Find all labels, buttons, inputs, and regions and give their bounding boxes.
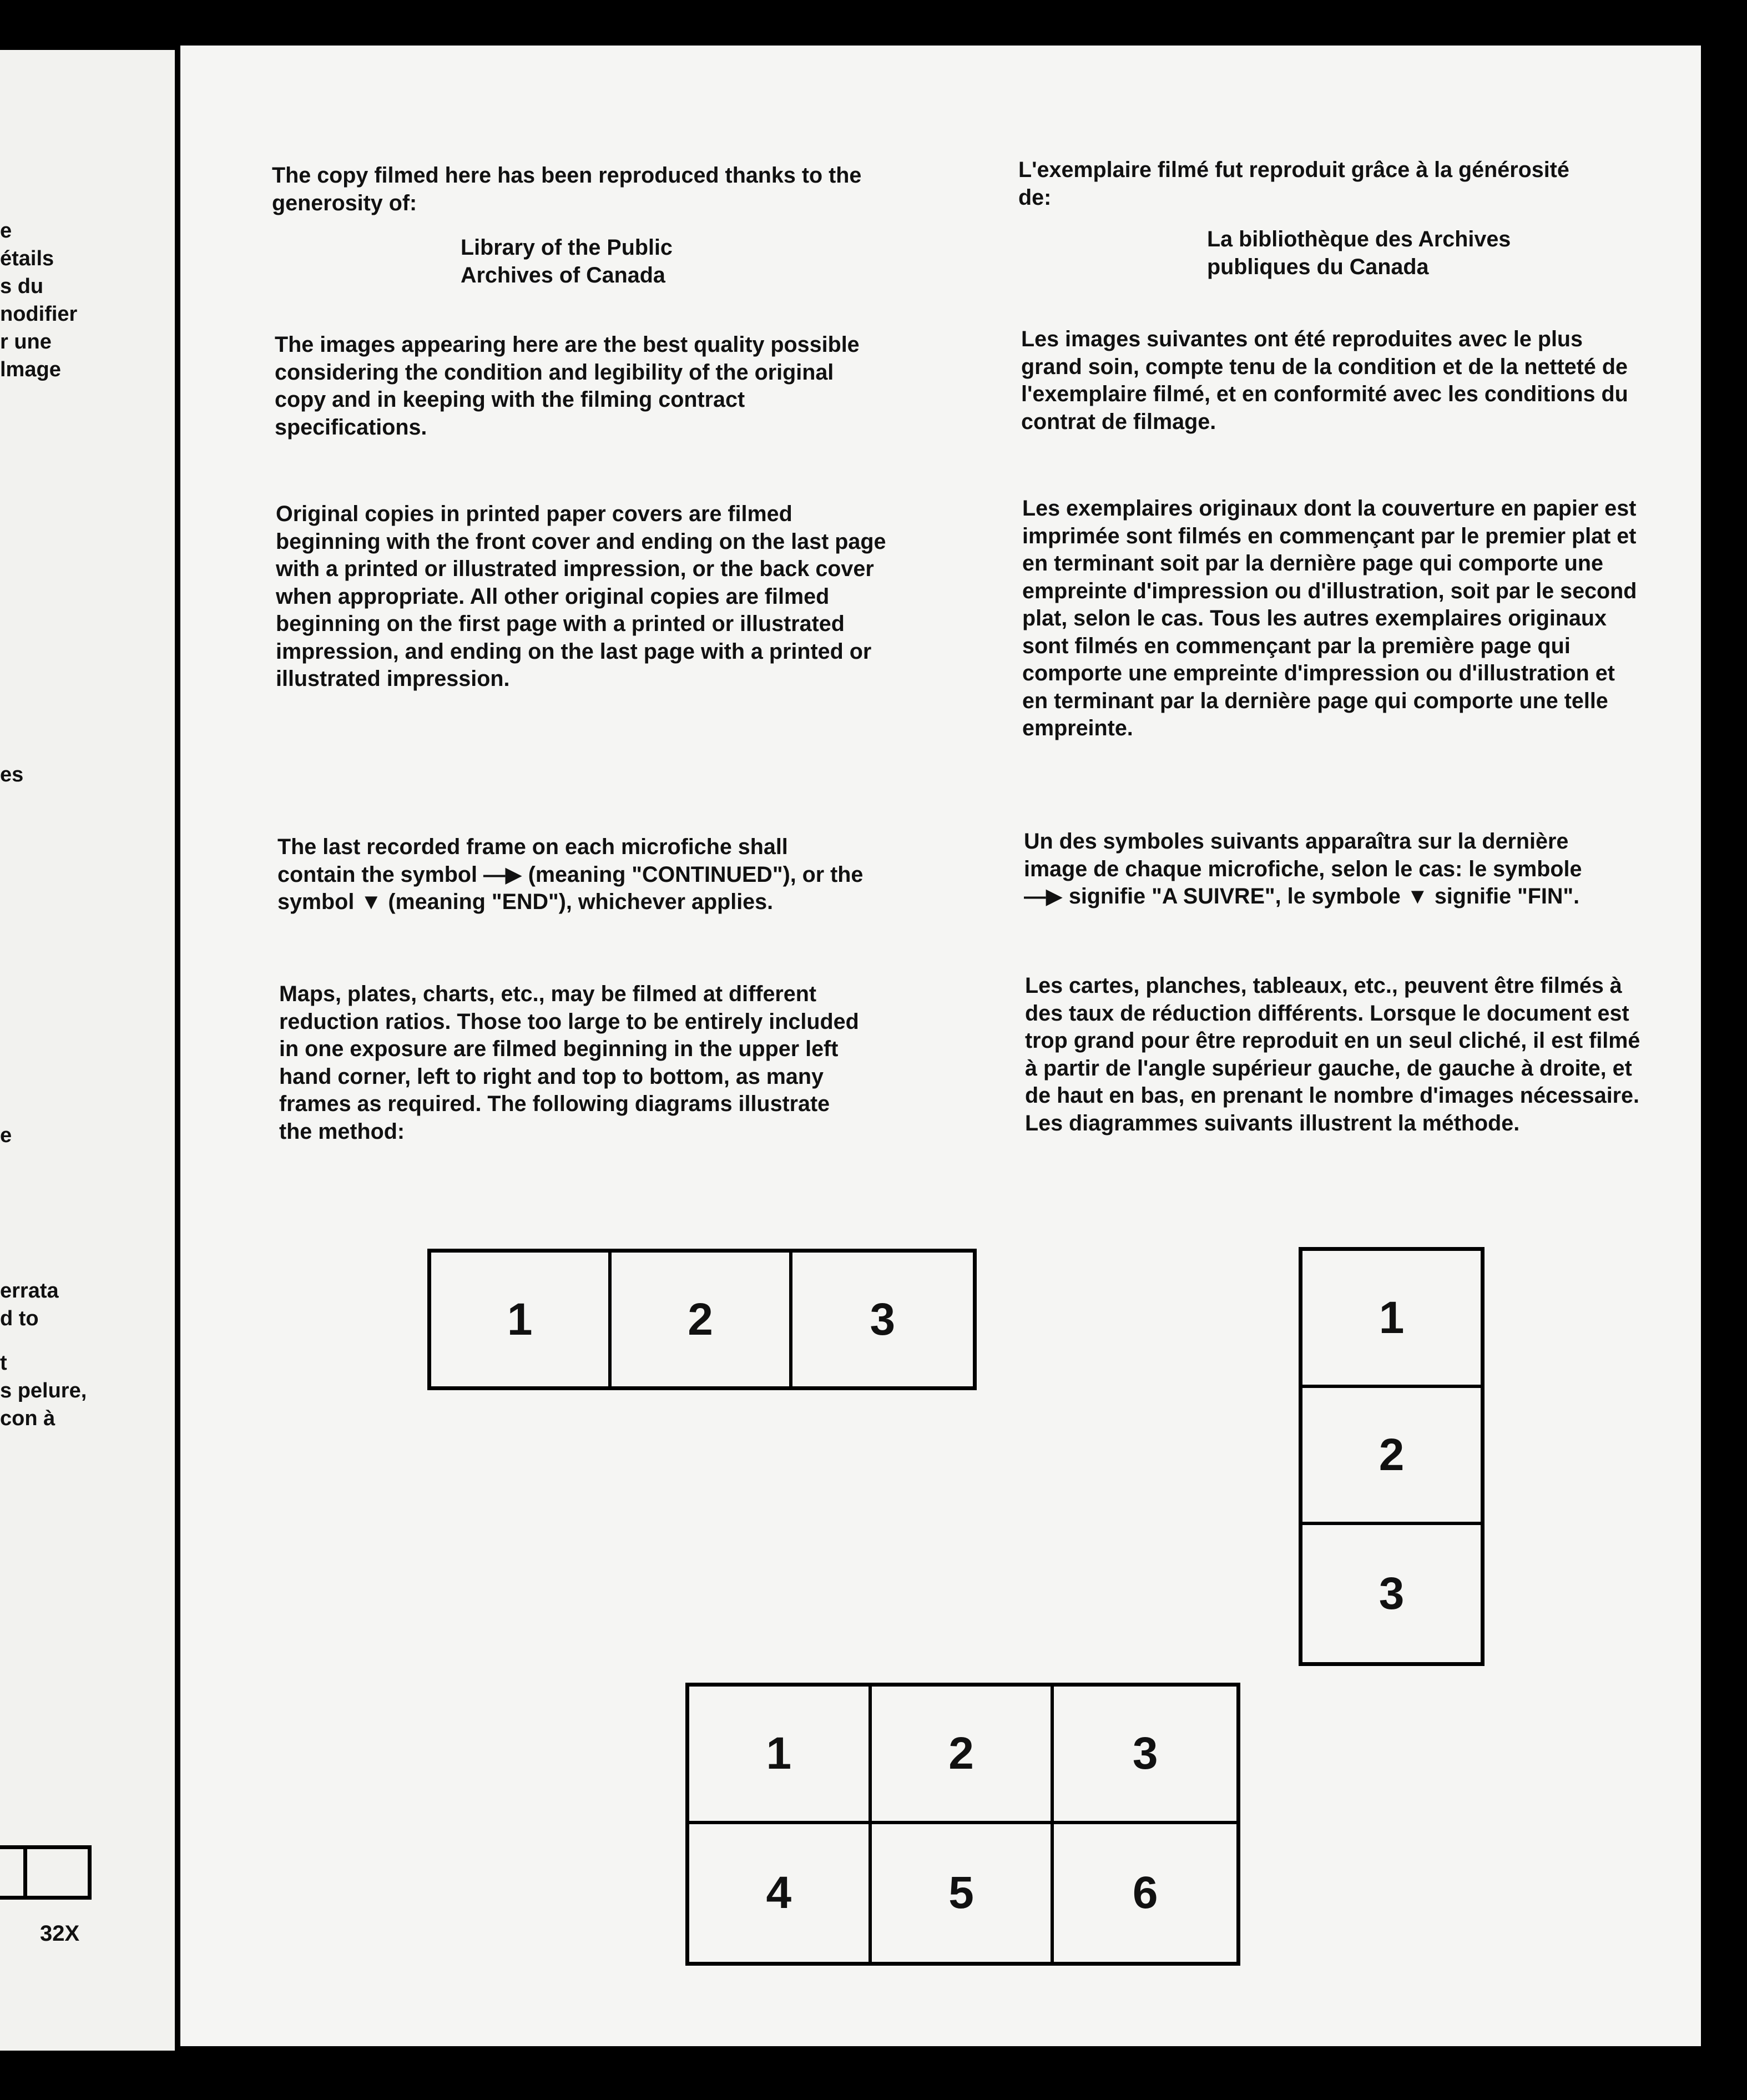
left-text-fragment: s pelure,	[0, 1379, 87, 1402]
left-text-fragment: s du	[0, 275, 44, 298]
diagram-cell: 3	[870, 1294, 896, 1345]
english-maps-paragraph	[279, 981, 867, 1145]
english-covers-paragraph	[276, 501, 892, 693]
left-text-fragment: nodifier	[0, 302, 78, 326]
english-thanks-intro	[272, 162, 899, 217]
french-institution	[1207, 226, 1595, 281]
french-thanks-text: L'exemplaire filmé fut reproduit grâce à la générosité de:	[1018, 158, 1569, 210]
previous-page-fragment	[0, 50, 175, 2051]
english-institution-line1: Library of the Public	[461, 235, 673, 260]
left-text-fragment: es	[0, 763, 24, 786]
diagram-cell: 1	[431, 1253, 612, 1386]
diagram-cell: 5	[872, 1824, 1054, 1962]
diagram-cell: 4	[689, 1824, 872, 1962]
diagram-cell: 2	[872, 1687, 1054, 1824]
french-thanks-intro	[1018, 157, 1573, 211]
english-quality-paragraph	[275, 331, 891, 441]
french-quality-paragraph	[1021, 326, 1643, 436]
left-text-fragment: errata	[0, 1279, 59, 1303]
french-institution-line2: publiques du Canada	[1207, 254, 1429, 279]
english-symbols-text: The last recorded frame on each microfiche shall contain the symbol —▶ (meaning "CONTINUED"), or the symbol ▼ (meaning "END"), whichever applies.	[277, 835, 864, 914]
french-institution-line1: La bibliothèque des Archives	[1207, 227, 1511, 251]
english-symbols-paragraph	[277, 834, 866, 916]
diagram-cell: 1	[1302, 1251, 1481, 1388]
diagram-grid-2x3	[685, 1683, 1240, 1966]
left-text-fragment: d to	[0, 1307, 39, 1330]
diagram-cell: 6	[1132, 1867, 1158, 1918]
left-text-fragment: e	[0, 219, 12, 243]
english-thanks-text: The copy filmed here has been reproduced thanks to the generosity of:	[272, 163, 862, 215]
left-text-fragment: lmage	[0, 358, 61, 381]
french-maps-paragraph	[1025, 972, 1641, 1137]
microfilm-target-page	[180, 46, 1701, 2046]
left-text-fragment: r une	[0, 330, 52, 354]
french-quality-text: Les images suivantes ont été reproduites avec le plus grand soin, compte tenu de la condition et de la netteté de l'exemplaire filmé, et en conformité avec les conditions du contrat de filmage.	[1021, 327, 1628, 434]
diagram-cell: 3	[1379, 1568, 1405, 1619]
left-text-fragment: étails	[0, 247, 54, 270]
english-institution	[461, 234, 794, 289]
left-text-fragment: con à	[0, 1407, 55, 1430]
diagram-cell: 2	[612, 1253, 792, 1386]
french-symbols-text: Un des symboles suivants apparaîtra sur la dernière image de chaque microfiche, selon le cas: le symbole —▶ signifie "A SUIVRE", le symbole ▼ signifie "FIN".	[1024, 829, 1582, 908]
english-covers-text: Original copies in printed paper covers are filmed beginning with the front cover and ending on the last page with a printed or illustrated impression, or the back cover when appropriate. All other original copies are filmed beginning on the first page with a printed or illustrated impression, and ending on the last page with a printed or illustrated impression.	[276, 502, 886, 691]
diagram-horizontal-1x3	[427, 1249, 977, 1390]
diagram-cell: 1	[689, 1687, 872, 1824]
english-maps-text: Maps, plates, charts, etc., may be filmed at different reduction ratios. Those too large to be entirely included in one exposure are filmed beginning in the upper left hand corner, left to right and top to bottom, as many frames as required. The following diagrams illustrate the method:	[279, 982, 859, 1144]
french-symbols-paragraph	[1024, 828, 1607, 911]
french-maps-text: Les cartes, planches, tableaux, etc., peuvent être filmés à des taux de réduction différents. Lorsque le document est trop grand pour être reproduit en un seul cliché, il est filmé à partir de l'angle supérieur gauche, de gauche à droite, et de haut en bas, en prenant le nombre d'images nécessaire. Les diagrammes suivants illustrent la méthode.	[1025, 973, 1640, 1135]
english-institution-line2: Archives of Canada	[461, 262, 665, 287]
diagram-cell: 3	[1054, 1687, 1236, 1824]
french-covers-text: Les exemplaires originaux dont la couverture en papier est imprimée sont filmés en commençant par le premier plat et en terminant soit par la dernière page qui comporte une empreinte d'impression ou d'illustration, soit par le second plat, selon le cas. Tous les autres exemplaires originaux sont filmés en commençant par la première page qui comporte une empreinte d'impression ou d'illustration et en terminant par la dernière page qui comporte une telle empreinte.	[1022, 496, 1637, 740]
diagram-cell: 2	[1302, 1388, 1481, 1525]
resolution-target-boxes	[0, 1845, 92, 1900]
diagram-vertical-3x1	[1299, 1247, 1485, 1666]
left-text-fragment: e	[0, 1124, 12, 1147]
reduction-scale-label: 32X	[40, 1921, 80, 1946]
box-divider	[23, 1849, 27, 1896]
french-covers-paragraph	[1022, 495, 1644, 743]
english-quality-text: The images appearing here are the best quality possible considering the condition and legibility of the original copy and in keeping with the filming contract specifications.	[275, 332, 860, 440]
left-text-fragment: t	[0, 1351, 7, 1375]
